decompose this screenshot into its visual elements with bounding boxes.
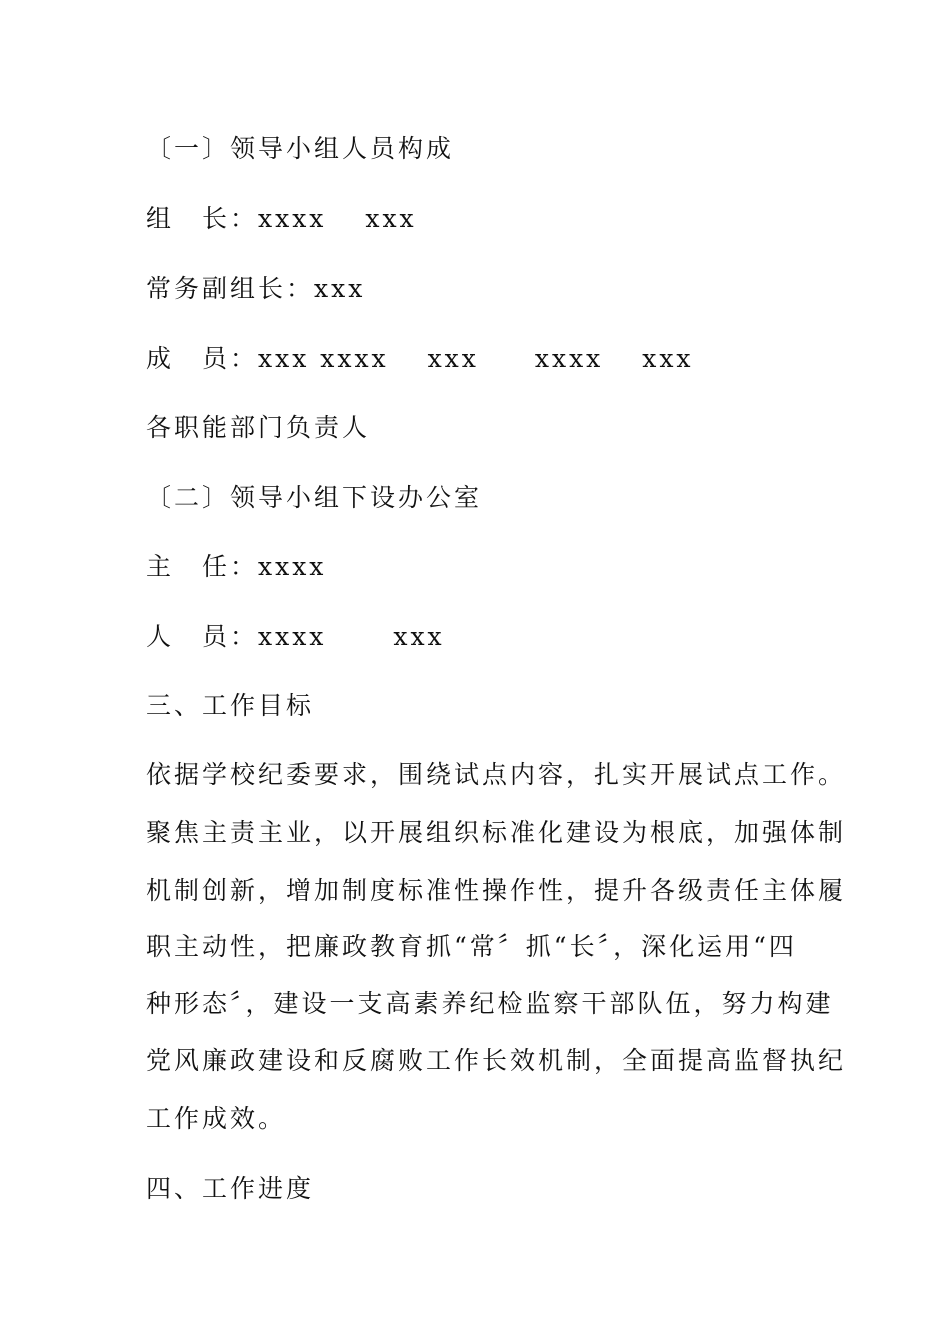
deputy-leader-line: 常务副组长：xxx — [146, 274, 366, 303]
staff-line: 人 员：xxxx xxx — [146, 622, 445, 651]
paragraph-line: 种形态〞，建设一支高素养纪检监察干部队伍，努力构建 — [146, 989, 834, 1018]
director-line: 主 任：xxxx — [146, 552, 327, 581]
office-heading: 〔二〕领导小组下设办公室 — [146, 483, 483, 512]
paragraph-line: 职主动性，把廉政教育抓“常〞抓“长〞，深化运用“四 — [146, 932, 797, 961]
section-four-title: 四、工作进度 — [146, 1174, 315, 1203]
members-line: 成 员：xxx xxxx xxx xxxx xxx — [146, 344, 694, 373]
department-heads-line: 各职能部门负责人 — [146, 413, 371, 442]
section-three-title: 三、工作目标 — [146, 691, 315, 720]
paragraph-line: 党风廉政建设和反腐败工作长效机制，全面提高监督执纪 — [146, 1046, 847, 1075]
leader-line: 组 长：xxxx xxx — [146, 204, 417, 233]
paragraph-line: 聚焦主责主业，以开展组织标准化建设为根底，加强体制 — [146, 818, 847, 847]
leadership-group-heading: 〔一〕领导小组人员构成 — [146, 134, 455, 163]
paragraph-line: 依据学校纪委要求，围绕试点内容，扎实开展试点工作。 — [146, 760, 847, 789]
paragraph-line: 机制创新，增加制度标准性操作性，提升各级责任主体履 — [146, 876, 847, 905]
paragraph-line: 工作成效。 — [146, 1104, 287, 1133]
